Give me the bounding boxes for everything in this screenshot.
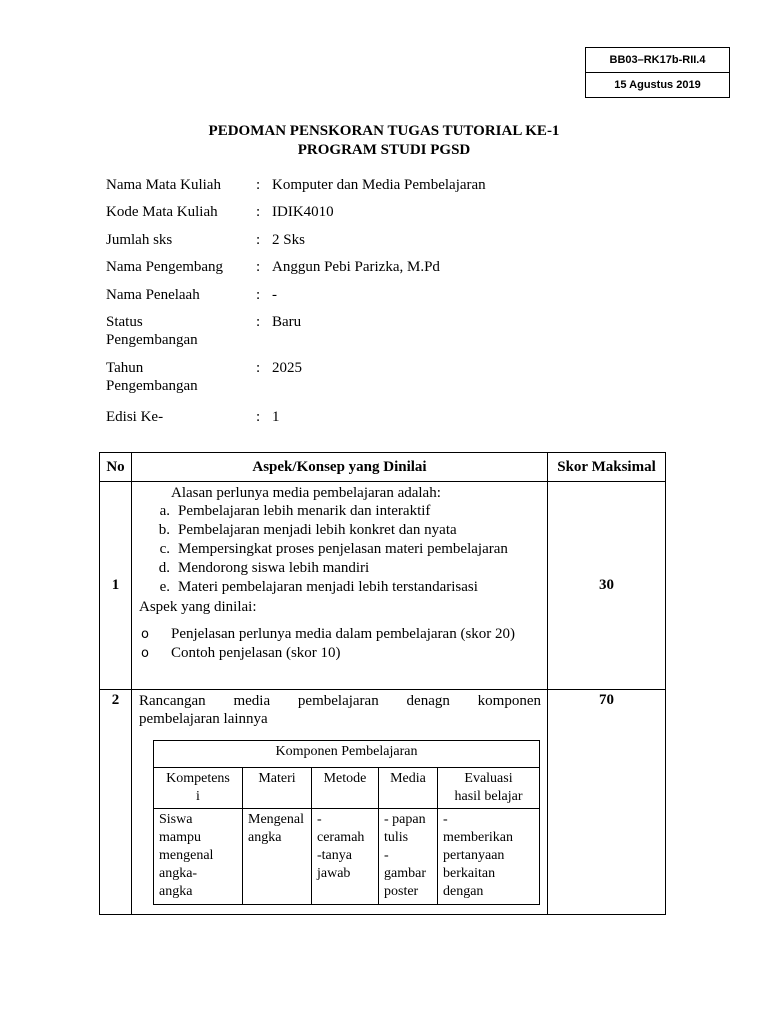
component-cell: - memberikan pertanyaan berkaitan dengan: [438, 809, 540, 905]
info-value: 2 Sks: [272, 232, 305, 248]
info-label: Nama Mata Kuliah: [106, 177, 221, 193]
component-header: Evaluasi hasil belajar: [438, 768, 540, 809]
list-item: e. Materi pembelajaran menjadi lebih terstandarisasi: [159, 579, 478, 595]
info-separator: :: [256, 409, 261, 425]
component-table-title: Komponen Pembelajaran: [154, 741, 540, 768]
aspect-intro: Alasan perlunya media pembelajaran adalah:: [171, 485, 441, 501]
info-row: [106, 231, 666, 258]
info-row: [106, 313, 666, 359]
info-label: Kode Mata Kuliah: [106, 204, 218, 220]
list-item: d. Mendorong siswa lebih mandiri: [158, 560, 370, 576]
row-number: 2: [100, 690, 132, 915]
component-cell: - ceramah -tanya jawab: [312, 809, 379, 905]
header-score: Skor Maksimal: [548, 453, 666, 482]
list-item: c. Mempersingkat proses penjelasan materi pembelajaran: [159, 541, 508, 557]
criteria-list: [139, 625, 541, 663]
component-table: [153, 740, 540, 905]
info-label: Jumlah sks: [106, 232, 173, 248]
table-header-row: [100, 453, 666, 482]
list-item: o Penjelasan perlunya media dalam pembelajaran (skor 20): [141, 626, 516, 642]
page-title: PEDOMAN PENSKORAN TUGAS TUTORIAL KE-1: [208, 123, 560, 139]
info-row: [106, 176, 666, 203]
document-code-box: [585, 47, 730, 98]
course-info-edition: [106, 408, 666, 426]
info-separator: :: [256, 360, 261, 376]
info-separator: :: [256, 287, 261, 303]
list-item: b. Pembelajaran menjadi lebih konkret dan nyata: [158, 522, 457, 538]
list-item: o Contoh penjelasan (skor 10): [141, 645, 341, 661]
page-subtitle: PROGRAM STUDI PGSD: [297, 142, 471, 158]
reason-list: [139, 502, 541, 597]
info-label: Status Pengembangan: [106, 314, 198, 348]
aspect-text-line: pembelajaran lainnya: [139, 711, 268, 727]
info-value: Anggun Pebi Parizka, M.Pd: [272, 259, 440, 275]
info-separator: :: [256, 259, 261, 275]
table-row: [100, 482, 666, 690]
component-header: Media: [379, 768, 438, 809]
info-separator: :: [256, 232, 261, 248]
info-separator: :: [256, 204, 261, 220]
component-cell: Siswa mampu mengenal angka- angka: [154, 809, 243, 905]
course-info: [106, 176, 666, 399]
info-separator: :: [256, 314, 261, 330]
row-score: 30: [548, 482, 666, 690]
component-cell: - papan tulis - gambar poster: [379, 809, 438, 905]
info-value: 2025: [272, 360, 302, 376]
info-value: Komputer dan Media Pembelajaran: [272, 177, 486, 193]
info-separator: :: [256, 177, 261, 193]
component-cell: Mengenal angka: [243, 809, 312, 905]
aspect-label: Aspek yang dinilai:: [139, 599, 257, 615]
row-aspect: [132, 690, 548, 915]
aspect-text-line: Rancangan media pembelajaran denagn komponen: [139, 693, 541, 709]
document-code: BB03–RK17b-RII.4: [609, 54, 706, 66]
info-label: Nama Penelaah: [106, 287, 200, 303]
row-aspect: [132, 482, 548, 690]
info-label: Edisi Ke-: [106, 409, 164, 425]
info-row: [106, 408, 666, 426]
info-value: Baru: [272, 314, 302, 330]
scoring-table: [99, 452, 666, 915]
info-label: Nama Pengembang: [106, 259, 224, 275]
info-row: [106, 203, 666, 231]
component-header: Metode: [312, 768, 379, 809]
info-row: [106, 258, 666, 286]
component-header: Kompetens i: [154, 768, 243, 809]
document-date: 15 Agustus 2019: [586, 72, 729, 97]
info-value: 1: [272, 409, 280, 425]
component-header: Materi: [243, 768, 312, 809]
info-value: -: [272, 287, 277, 303]
info-row: [106, 286, 666, 313]
row-score: 70: [548, 690, 666, 915]
header-no: No: [100, 453, 132, 482]
row-number: 1: [100, 482, 132, 690]
list-item: a. Pembelajaran lebih menarik dan interaktif: [159, 503, 431, 519]
info-label: Tahun Pengembangan: [106, 360, 198, 394]
info-row: [106, 359, 666, 399]
table-row: [100, 690, 666, 915]
info-value: IDIK4010: [272, 204, 334, 220]
header-aspect: Aspek/Konsep yang Dinilai: [132, 453, 548, 482]
